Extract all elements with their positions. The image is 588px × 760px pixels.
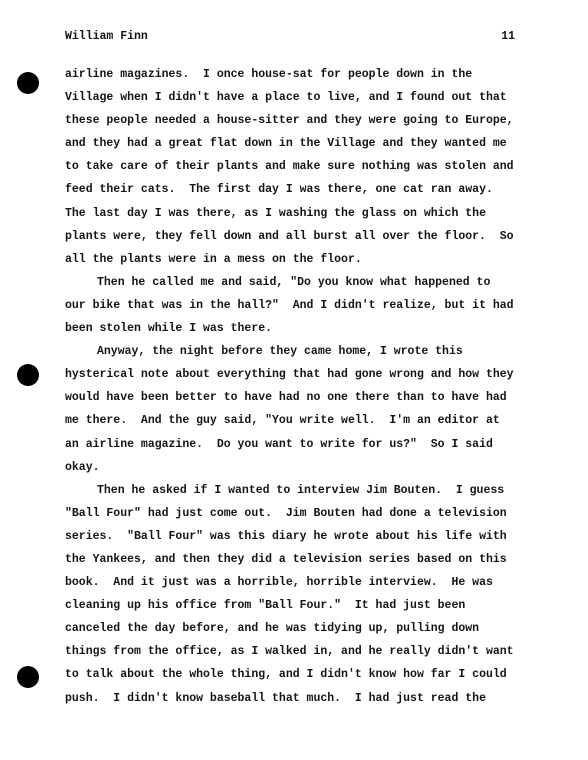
text-line: Anyway, the night before they came home, I wrote this xyxy=(97,345,463,359)
text-line: Then he asked if I wanted to interview Jim Bouten. I guess xyxy=(97,483,505,497)
text-line: our bike that was in the hall?" And I didn't realize, but it had xyxy=(65,298,514,312)
text-line: series. "Ball Four" was this diary he wrote about his life with xyxy=(65,529,507,543)
text-line: been stolen while I was there. xyxy=(65,322,273,336)
text-line: and they had a great flat down in the Village and they wanted me xyxy=(65,137,507,151)
text-line: The last day I was there, as I washing the glass on which the xyxy=(65,206,486,220)
text-line: Village when I didn't have a place to live, and I found out that xyxy=(65,91,507,105)
text-line: these people needed a house-sitter and they were going to Europe, xyxy=(65,114,514,128)
text-line: cleaning up his office from "Ball Four." It had just been xyxy=(65,599,466,613)
text-line: things from the office, as I walked in, and he really didn't want xyxy=(65,645,514,659)
text-line: canceled the day before, and he was tidying up, pulling down xyxy=(65,622,480,636)
text-line: all the plants were in a mess on the floor. xyxy=(65,252,362,266)
page-number: 11 xyxy=(501,30,515,43)
text-line: okay. xyxy=(65,460,100,474)
text-line: Then he called me and said, "Do you know what happened to xyxy=(97,275,491,289)
text-line: would have been better to have had no one there than to have had xyxy=(65,391,507,405)
text-line: plants were, they fell down and all burst all over the floor. So xyxy=(65,229,514,243)
author-header: William Finn xyxy=(65,30,148,43)
text-line: "Ball Four" had just come out. Jim Bouten had done a television xyxy=(65,506,507,520)
text-line: book. And it just was a horrible, horrible interview. He was xyxy=(65,576,493,590)
text-line: to talk about the whole thing, and I didn't know how far I could xyxy=(65,668,507,682)
text-line: push. I didn't know baseball that much. I had just read the xyxy=(65,691,486,705)
text-line: feed their cats. The first day I was there, one cat ran away. xyxy=(65,183,493,197)
text-line: airline magazines. I once house-sat for people down in the xyxy=(65,68,473,81)
text-line: me there. And the guy said, "You write well. I'm an editor at xyxy=(65,414,500,428)
text-line: hysterical note about everything that had gone wrong and how they xyxy=(65,368,514,382)
text-line: the Yankees, and then they did a television series based on this xyxy=(65,552,507,566)
punch-hole-bottom xyxy=(17,666,39,688)
text-line: to take care of their plants and make sure nothing was stolen and xyxy=(65,160,514,174)
text-line: an airline magazine. Do you want to write for us?" So I said xyxy=(65,437,493,451)
transcript-body xyxy=(65,63,525,710)
punch-hole-middle xyxy=(17,364,39,386)
punch-hole-top xyxy=(17,72,39,94)
